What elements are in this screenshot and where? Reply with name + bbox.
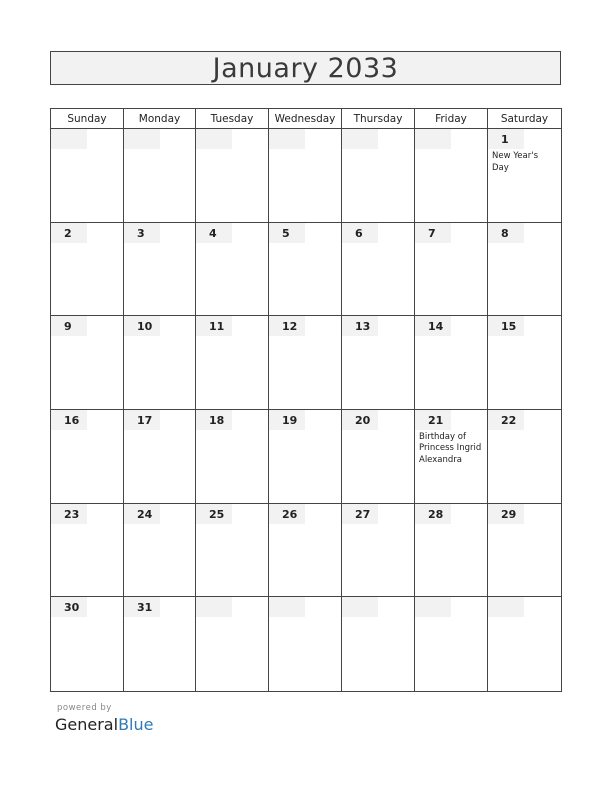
month-title: January 2033 [50,51,561,85]
day-number: 3 [137,226,145,240]
day-cell [196,597,269,691]
day-cell[interactable] [196,504,269,598]
day-number-background [269,597,305,617]
day-number: 9 [64,320,72,334]
brand-blue: Blue [118,715,154,734]
day-number-background [269,129,305,149]
day-number: 7 [428,226,436,240]
day-cell [269,129,342,223]
day-cell[interactable] [488,316,561,410]
day-cell[interactable] [124,223,196,317]
day-number: 28 [428,507,444,521]
weekday-header-wednesday: Wednesday [269,109,342,129]
day-number-background [196,129,232,149]
day-number: 29 [501,507,517,521]
day-number: 13 [355,320,371,334]
weekday-header-monday: Monday [124,109,196,129]
day-number: 6 [355,226,363,240]
day-number: 8 [501,226,509,240]
day-number-background [342,597,378,617]
day-cell[interactable] [415,504,488,598]
day-cell[interactable] [124,597,196,691]
day-cell[interactable] [124,504,196,598]
day-cell[interactable] [342,410,415,504]
brand-logo[interactable] [55,715,153,734]
day-number-background [124,129,160,149]
day-cell [51,129,124,223]
day-cell[interactable] [342,504,415,598]
day-cell[interactable] [51,316,124,410]
day-cell[interactable] [269,410,342,504]
day-cell [196,129,269,223]
day-cell[interactable] [488,223,561,317]
day-cell[interactable] [51,504,124,598]
day-number: 5 [282,226,290,240]
day-number: 25 [209,507,225,521]
day-number: 1 [501,133,509,146]
day-number-background [342,129,378,149]
day-number: 31 [137,601,153,615]
day-cell[interactable] [51,410,124,504]
day-number: 4 [209,226,217,240]
day-cell[interactable] [269,316,342,410]
day-number: 22 [501,413,517,427]
day-number: 14 [428,320,444,334]
day-cell[interactable] [415,410,488,504]
day-number: 2 [64,226,72,240]
weekday-header-friday: Friday [415,109,488,129]
day-number: 19 [282,413,298,427]
weekday-header-thursday: Thursday [342,109,415,129]
day-number: 26 [282,507,298,521]
day-number: 15 [501,320,517,334]
day-cell[interactable] [415,316,488,410]
day-number: 20 [355,413,371,427]
day-cell[interactable] [488,410,561,504]
day-cell[interactable] [342,316,415,410]
day-cell[interactable] [342,223,415,317]
day-cell [415,597,488,691]
day-number-background [488,597,524,617]
weekday-header-saturday: Saturday [488,109,561,129]
day-number: 10 [137,320,153,334]
calendar-grid [50,108,562,692]
day-cell[interactable] [51,223,124,317]
day-number-background [51,129,87,149]
day-cell[interactable] [196,316,269,410]
day-number: 21 [428,413,444,427]
day-number-background [196,597,232,617]
holiday-label: Birthday of Princess Ingrid Alexandra [419,431,482,465]
day-number: 23 [64,507,80,521]
day-cell [124,129,196,223]
day-number: 27 [355,507,371,521]
holiday-label: New Year's Day [492,151,539,173]
day-cell[interactable] [488,504,561,598]
day-number-background [415,597,451,617]
brand-general: General [55,715,119,734]
day-cell[interactable] [415,223,488,317]
day-cell[interactable] [196,223,269,317]
day-number: 12 [282,320,298,334]
weekday-header-sunday: Sunday [51,109,124,129]
day-number-background [415,129,451,149]
day-cell[interactable] [269,504,342,598]
weekday-header-tuesday: Tuesday [196,109,269,129]
day-cell[interactable] [124,316,196,410]
day-cell[interactable] [124,410,196,504]
day-number: 17 [137,413,153,427]
day-number: 16 [64,413,80,427]
day-cell[interactable] [51,597,124,691]
day-number: 30 [64,601,80,615]
day-number: 24 [137,507,153,521]
day-number: 18 [209,413,225,427]
day-number: 11 [209,320,225,334]
powered-by-label: powered by [57,703,112,713]
day-cell[interactable] [269,223,342,317]
day-cell [269,597,342,691]
day-cell [342,597,415,691]
day-cell [415,129,488,223]
day-cell[interactable] [488,129,561,223]
day-cell [488,597,561,691]
day-cell [342,129,415,223]
day-cell[interactable] [196,410,269,504]
